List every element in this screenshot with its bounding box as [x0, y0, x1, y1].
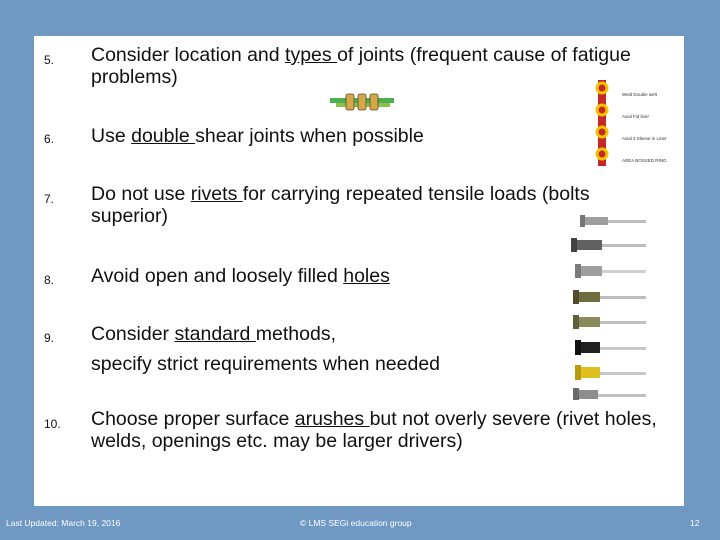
- item-number: 8.: [44, 273, 55, 287]
- joint-types-diagram: [590, 78, 680, 168]
- item-text: Consider standard methods,: [91, 323, 336, 345]
- link-arushes[interactable]: arushes: [294, 408, 370, 430]
- footer-copyright: © LMS SEGi education group: [300, 518, 412, 528]
- slide-content: [34, 36, 684, 506]
- item-text: Avoid open and loosely filled holes: [91, 265, 390, 287]
- link-types[interactable]: types: [285, 44, 338, 66]
- link-holes[interactable]: holes: [343, 265, 390, 287]
- item-text: Choose proper surface arushes but not overly severe (rivet holes, welds, openings etc. may be larger drivers): [91, 408, 657, 452]
- joint-label: Weld Double welt: [622, 92, 657, 97]
- joint-label: Axial Fid liner: [622, 114, 650, 119]
- rivet-joint-image: [328, 91, 396, 113]
- item-number: 7.: [44, 192, 55, 206]
- rivets-image: [554, 214, 650, 400]
- page-number: 12: [690, 518, 700, 528]
- link-rivets[interactable]: rivets: [190, 183, 243, 205]
- item-text-line2: specify strict requirements when needed: [91, 353, 441, 375]
- item-number: 5.: [44, 53, 55, 67]
- item-number: 6.: [44, 132, 55, 146]
- joint-label: Axial 3 Sleeve in Liner: [622, 136, 667, 141]
- item-number: 10.: [44, 417, 61, 431]
- link-double[interactable]: double: [131, 125, 196, 147]
- item-text: Do not use rivets for carrying repeated tensile loads (bolts superior): [91, 183, 590, 227]
- item-text: Use double shear joints when possible: [91, 125, 424, 147]
- footer-date: Last Updated: March 19, 2016: [6, 518, 121, 528]
- joint-bar-image: [590, 78, 618, 168]
- link-standard[interactable]: standard: [174, 323, 256, 345]
- item-text: Consider location and types of joints (frequent cause of fatigue problems): [91, 44, 631, 88]
- item-number: 9.: [44, 331, 55, 345]
- joint-label: AREA BOSSED RING: [622, 158, 667, 163]
